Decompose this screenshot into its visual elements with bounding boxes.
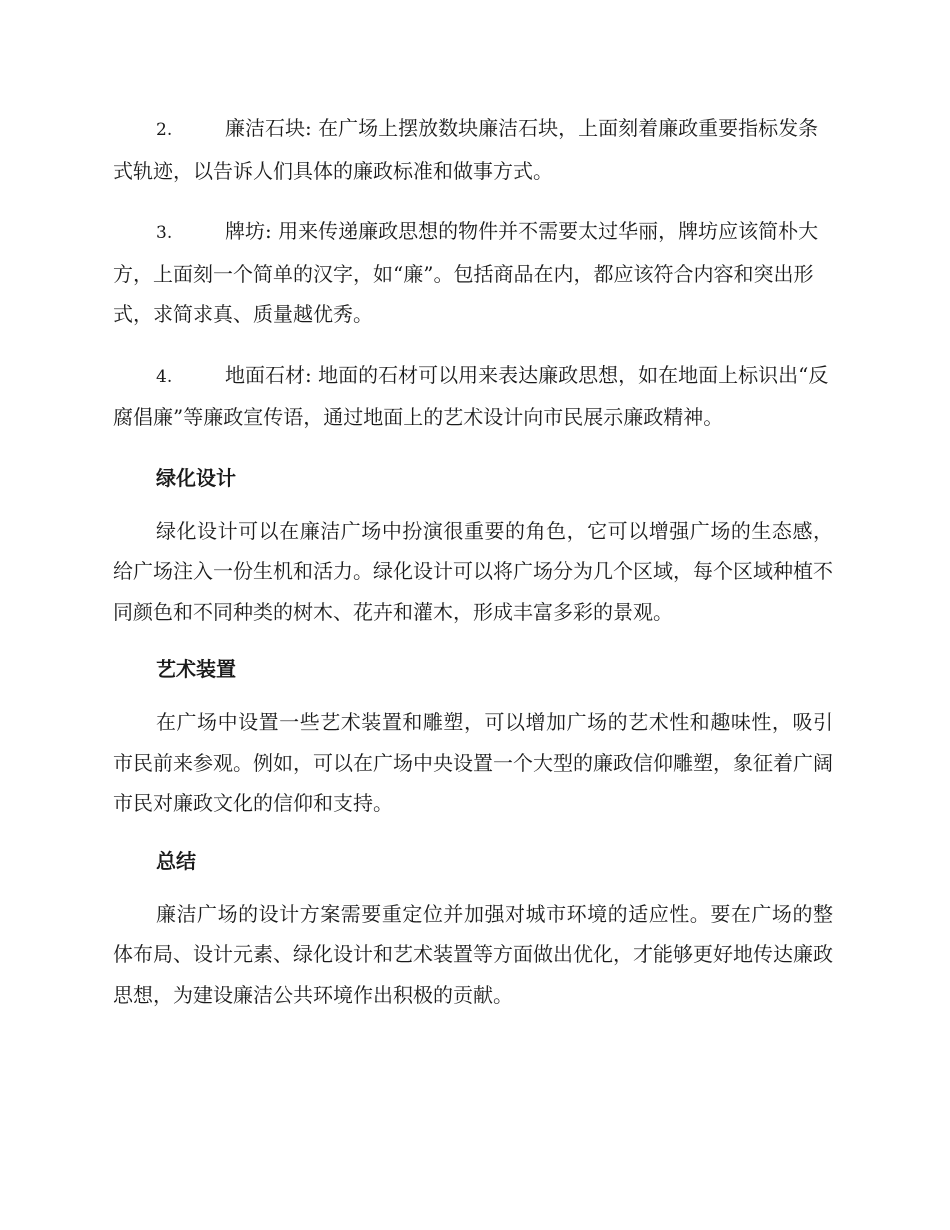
list-item-number: 3. xyxy=(156,223,173,243)
document-page xyxy=(113,108,833,1032)
section-body-greening: 绿化设计可以在廉洁广场中扮演很重要的角色，它可以增强广场的生态感，给广场注入一份生机和活力。绿化设计可以将广场分为几个区域，每个区域种植不同颜色和不同种类的树木、花卉和灌木，形成丰富多彩的景观。 xyxy=(113,518,833,624)
section-heading-art: 艺术装置 xyxy=(156,657,236,681)
list-item xyxy=(113,355,833,438)
section-heading-greening: 绿化设计 xyxy=(156,465,236,490)
list-item xyxy=(113,211,833,335)
section-body-art: 在广场中设置一些艺术装置和雕塑，可以增加广场的艺术性和趣味性，吸引市民前来参观。例如，可以在广场中央设置一个大型的廉政信仰雕塑，象征着广阔市民对廉政文化的信仰和支持。 xyxy=(113,710,833,815)
list-item-text: 地面石材: 地面的石材可以用来表达廉政思想，如在地面上标识出“反腐倡廉”等廉政宣传语，通过地面上的艺术设计向市民展示廉政精神。 xyxy=(113,362,829,429)
section-body-summary: 廉洁广场的设计方案需要重定位并加强对城市环境的适应性。要在广场的整体布局、设计元素、绿化设计和艺术装置等方面做出优化，才能够更好地传达廉政思想，为建设廉洁公共环境作出积极的贡献。 xyxy=(113,901,833,1007)
section-heading-summary: 总结 xyxy=(156,848,196,873)
list-item-text: 廉洁石块: 在广场上摆放数块廉洁石块，上面刻着廉政重要指标发条式轨迹，以告诉人们具体的廉政标准和做事方式。 xyxy=(113,116,819,183)
list-item-number: 2. xyxy=(156,120,173,140)
list-item xyxy=(113,108,833,191)
list-item-number: 4. xyxy=(156,366,173,387)
list-item-text: 牌坊: 用来传递廉政思想的物件并不需要太过华丽，牌坊应该简朴大方，上面刻一个简单的汉字，如“廉”。包括商品在内，都应该符合内容和突出形式，求简求真、质量越优秀。 xyxy=(113,219,819,326)
